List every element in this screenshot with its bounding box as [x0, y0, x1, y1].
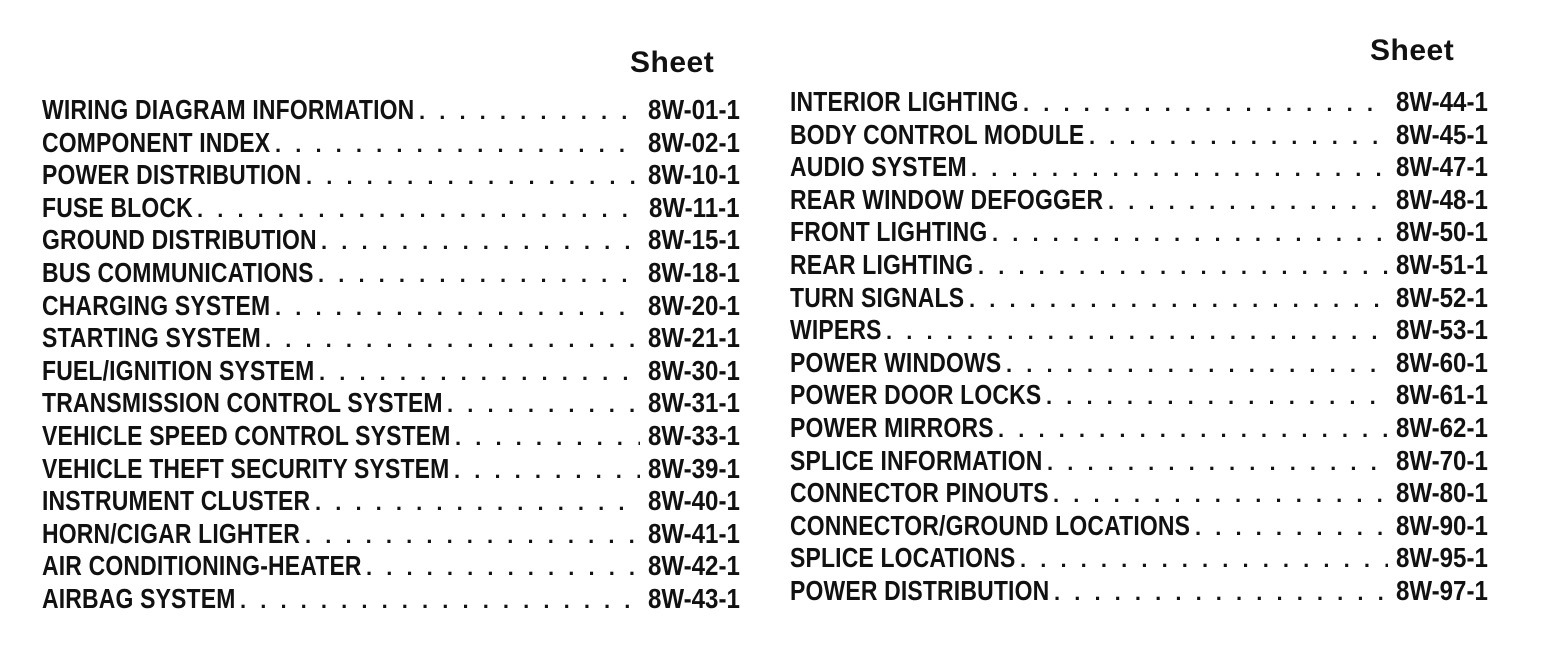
sheet-number: 8W-44-1 — [1396, 86, 1488, 117]
dot-leader — [1046, 384, 1388, 410]
index-entry[interactable] — [42, 322, 740, 355]
dot-leader — [1089, 124, 1388, 150]
entry-title: POWER MIRRORS — [790, 411, 994, 443]
dot-leader — [321, 229, 640, 255]
sheet-number: 8W-43-1 — [648, 582, 740, 614]
entry-title: BUS COMMUNICATIONS — [42, 256, 314, 288]
dot-leader — [275, 295, 640, 321]
dot-leader — [886, 319, 1388, 345]
index-entry[interactable] — [790, 445, 1488, 478]
entry-title: CONNECTOR/GROUND LOCATIONS — [790, 509, 1191, 541]
dot-leader — [454, 458, 640, 484]
entry-title: SPLICE INFORMATION — [790, 444, 1043, 476]
index-entry[interactable] — [790, 151, 1488, 184]
sheet-number: 8W-45-1 — [1396, 118, 1488, 150]
sheet-number: 8W-10-1 — [648, 159, 740, 191]
entry-title: AIRBAG SYSTEM — [42, 582, 236, 614]
sheet-number: 8W-53-1 — [1396, 314, 1488, 346]
index-entry[interactable] — [790, 347, 1488, 380]
sheet-number: 8W-42-1 — [648, 550, 740, 582]
entry-title: INTERIOR LIGHTING — [790, 86, 1019, 117]
sheet-number: 8W-30-1 — [648, 354, 740, 386]
dot-leader — [969, 287, 1388, 313]
index-entry[interactable] — [790, 216, 1488, 249]
entry-title: INSTRUMENT CLUSTER — [42, 485, 311, 517]
entry-title: POWER WINDOWS — [790, 346, 1002, 378]
entry-title: BODY CONTROL MODULE — [790, 118, 1085, 150]
index-entry[interactable] — [790, 282, 1488, 315]
index-entry[interactable] — [790, 379, 1488, 412]
index-entry[interactable] — [42, 127, 740, 160]
dot-leader — [1195, 515, 1388, 541]
dot-leader — [971, 156, 1388, 182]
sheet-number: 8W-20-1 — [648, 289, 740, 321]
entry-title: AUDIO SYSTEM — [790, 151, 967, 183]
dot-leader — [306, 164, 640, 190]
index-entry[interactable] — [790, 477, 1488, 510]
dot-leader — [265, 327, 640, 353]
dot-leader — [419, 99, 640, 125]
dot-leader — [318, 262, 640, 288]
index-entry[interactable] — [42, 453, 740, 486]
dot-leader — [992, 221, 1388, 247]
sheet-number: 8W-51-1 — [1396, 248, 1488, 280]
entry-title: CONNECTOR PINOUTS — [790, 477, 1049, 509]
right-entry-list — [790, 86, 1488, 608]
sheet-number: 8W-61-1 — [1396, 379, 1488, 411]
dot-leader — [1020, 547, 1388, 573]
index-entry[interactable] — [790, 412, 1488, 445]
dot-leader — [1054, 580, 1388, 606]
sheet-number: 8W-62-1 — [1396, 411, 1488, 443]
sheet-number: 8W-02-1 — [648, 126, 740, 158]
entry-title: TRANSMISSION CONTROL SYSTEM — [42, 387, 443, 419]
dot-leader — [305, 523, 640, 549]
index-entry[interactable] — [42, 355, 740, 388]
dot-leader — [978, 254, 1388, 280]
entry-title: HORN/CIGAR LIGHTER — [42, 517, 301, 549]
index-entry[interactable] — [790, 542, 1488, 575]
entry-title: REAR WINDOW DEFOGGER — [790, 183, 1104, 215]
entry-title: WIPERS — [790, 314, 882, 346]
entry-title: FUSE BLOCK — [42, 191, 193, 223]
sheet-number: 8W-31-1 — [648, 387, 740, 419]
sheet-number: 8W-33-1 — [648, 419, 740, 451]
dot-leader — [1006, 352, 1388, 378]
entry-title: SPLICE LOCATIONS — [790, 542, 1016, 574]
entry-title: VEHICLE SPEED CONTROL SYSTEM — [42, 419, 451, 451]
entry-title: POWER DISTRIBUTION — [790, 574, 1050, 606]
entry-title: WIRING DIAGRAM INFORMATION — [42, 94, 415, 125]
index-entry[interactable] — [42, 485, 740, 518]
entry-title: COMPONENT INDEX — [42, 126, 271, 158]
dot-leader — [447, 392, 640, 418]
sheet-number: 8W-52-1 — [1396, 281, 1488, 313]
sheet-number: 8W-21-1 — [648, 322, 740, 354]
index-entry[interactable] — [790, 575, 1488, 608]
sheet-number: 8W-11-1 — [649, 191, 740, 223]
sheet-number: 8W-48-1 — [1396, 183, 1488, 215]
entry-title: AIR CONDITIONING-HEATER — [42, 550, 362, 582]
entry-title: REAR LIGHTING — [790, 248, 974, 280]
sheet-number: 8W-39-1 — [648, 452, 740, 484]
sheet-number: 8W-95-1 — [1396, 542, 1488, 574]
index-entry[interactable] — [42, 387, 740, 420]
index-entry[interactable] — [42, 583, 740, 616]
sheet-number: 8W-41-1 — [648, 517, 740, 549]
sheet-number: 8W-01-1 — [648, 94, 740, 125]
dot-leader — [1047, 450, 1388, 476]
dot-leader — [998, 417, 1388, 443]
index-entry[interactable] — [42, 224, 740, 257]
dot-leader — [1053, 482, 1388, 508]
dot-leader — [240, 588, 640, 614]
index-entry[interactable] — [42, 257, 740, 290]
entry-title: CHARGING SYSTEM — [42, 289, 271, 321]
dot-leader — [315, 490, 640, 516]
left-entry-list — [42, 94, 740, 616]
entry-title: GROUND DISTRIBUTION — [42, 224, 317, 256]
entry-title: TURN SIGNALS — [790, 281, 965, 313]
sheet-number: 8W-47-1 — [1396, 151, 1488, 183]
right-sheet-header: Sheet — [1370, 34, 1455, 67]
index-entry[interactable] — [42, 290, 740, 323]
index-entry[interactable] — [42, 518, 740, 551]
index-entry[interactable] — [790, 314, 1488, 347]
sheet-number: 8W-18-1 — [648, 256, 740, 288]
sheet-number: 8W-80-1 — [1396, 477, 1488, 509]
index-entry[interactable] — [42, 94, 740, 127]
sheet-number: 8W-70-1 — [1396, 444, 1488, 476]
entry-title: POWER DISTRIBUTION — [42, 159, 302, 191]
sheet-number: 8W-50-1 — [1396, 216, 1488, 248]
index-entry[interactable] — [790, 249, 1488, 282]
sheet-number: 8W-15-1 — [648, 224, 740, 256]
entry-title: VEHICLE THEFT SECURITY SYSTEM — [42, 452, 450, 484]
entry-title: STARTING SYSTEM — [42, 322, 261, 354]
dot-leader — [319, 360, 640, 386]
index-entry[interactable] — [42, 550, 740, 583]
index-entry[interactable] — [790, 184, 1488, 217]
dot-leader — [275, 132, 640, 158]
dot-leader — [455, 425, 640, 451]
sheet-number: 8W-60-1 — [1396, 346, 1488, 378]
index-entry[interactable] — [790, 119, 1488, 152]
entry-title: FUEL/IGNITION SYSTEM — [42, 354, 315, 386]
left-sheet-header: Sheet — [630, 46, 715, 79]
dot-leader — [366, 555, 640, 581]
dot-leader — [197, 197, 641, 223]
entry-title: POWER DOOR LOCKS — [790, 379, 1042, 411]
index-entry[interactable] — [42, 420, 740, 453]
sheet-number: 8W-90-1 — [1396, 509, 1488, 541]
index-entry[interactable] — [42, 159, 740, 192]
entry-title: FRONT LIGHTING — [790, 216, 988, 248]
index-entry[interactable] — [790, 86, 1488, 119]
dot-leader — [1023, 91, 1388, 117]
index-entry[interactable] — [42, 192, 740, 225]
index-entry[interactable] — [790, 510, 1488, 543]
sheet-number: 8W-40-1 — [648, 485, 740, 517]
dot-leader — [1108, 189, 1388, 215]
sheet-number: 8W-97-1 — [1396, 574, 1488, 606]
